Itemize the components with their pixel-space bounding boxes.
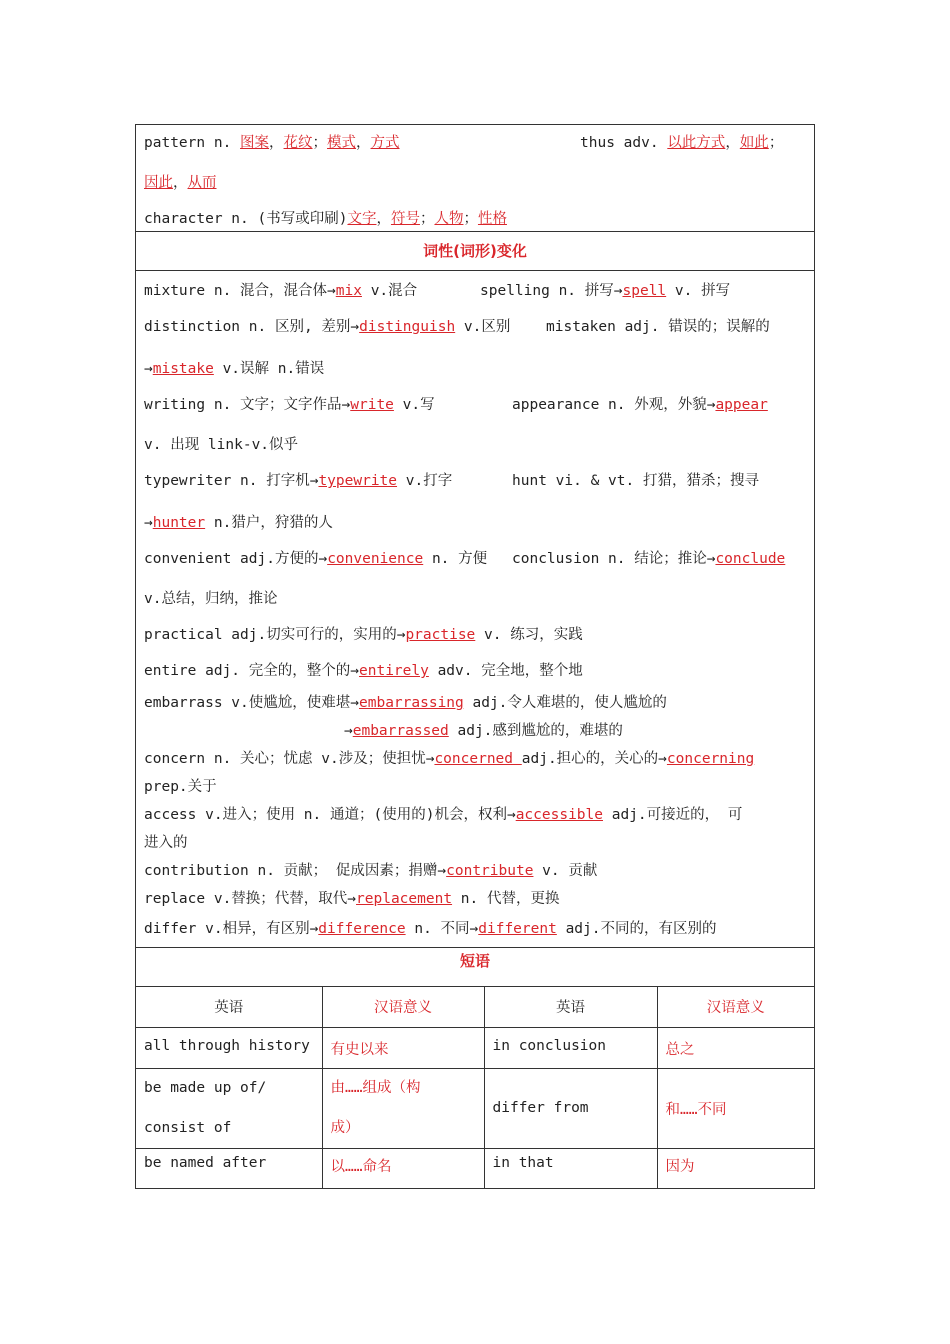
table-row <box>136 1068 814 1148</box>
phrases-table <box>136 987 814 1188</box>
phrase-en: differ from <box>484 1068 657 1148</box>
morph-embarrassed: →embarrassed adj.感到尴尬的，难堪的 <box>344 723 623 739</box>
vocab-pattern: pattern n. 图案，花纹；模式，方式 <box>144 135 400 151</box>
morph-spelling: spelling n. 拼写→spell v. 拼写 <box>480 283 731 299</box>
morph-hunt: hunt vi. & vt. 打猎，猎杀；搜寻 <box>512 473 759 489</box>
morph-typewriter: typewriter n. 打字机→typewrite v.打字 <box>144 473 453 489</box>
col-header-english-2: 英语 <box>484 987 657 1027</box>
morph-hunter: →hunter n.猎户，狩猎的人 <box>144 515 333 531</box>
morph-concern: concern n. 关心；忧虑 v.涉及；使担忧→concerned adj.担心的，关心的→concerning <box>144 751 755 767</box>
phrase-en: be made up of/ consist of <box>136 1068 322 1148</box>
morph-conclusion: conclusion n. 结论；推论→conclude <box>512 551 786 567</box>
morph-concern-cont: prep.关于 <box>144 779 217 795</box>
phrase-en: in conclusion <box>484 1027 657 1068</box>
col-header-english-1: 英语 <box>136 987 322 1027</box>
morph-mistake: →mistake v.误解 n.错误 <box>144 361 325 377</box>
table-row <box>136 1148 814 1188</box>
morph-conclude: v.总结，归纳，推论 <box>144 591 278 607</box>
morph-access: access v.进入；使用 n. 通道；(使用的)机会，权利→accessible adj.可接近的， 可 <box>144 807 743 823</box>
phrase-cn: 以……命名 <box>322 1148 484 1188</box>
phrase-cn: 有史以来 <box>322 1027 484 1068</box>
phrase-en: all through history <box>136 1027 322 1068</box>
table-row <box>136 1027 814 1068</box>
phrase-en: in that <box>484 1148 657 1188</box>
phrase-cn: 总之 <box>657 1027 814 1068</box>
morph-contribution: contribution n. 贡献； 促成因素；捐赠→contribute v. 贡献 <box>144 863 598 879</box>
vocab-section <box>136 125 814 232</box>
morph-appear: v. 出现 link-v.似乎 <box>144 437 299 453</box>
morph-section <box>136 271 814 948</box>
phrases-header-row <box>136 987 814 1027</box>
morph-practical: practical adj.切实可行的，实用的→practise v. 练习，实践 <box>144 627 583 643</box>
phrase-cn: 由……组成（构 成） <box>322 1068 484 1148</box>
phrases-section-title: 短语 <box>136 948 814 987</box>
morph-embarrass: embarrass v.使尴尬，使难堪→embarrassing adj.令人难堪的，使人尴尬的 <box>144 695 667 711</box>
vocab-thus: thus adv. 以此方式，如此； <box>580 135 784 151</box>
morph-entire: entire adj. 完全的，整个的→entirely adv. 完全地，整个地 <box>144 663 583 679</box>
morph-access-cont: 进入的 <box>144 835 188 851</box>
morph-distinction: distinction n. 区别, 差别→distinguish v.区别 <box>144 319 511 335</box>
morph-mistaken: mistaken adj. 错误的；误解的 <box>546 319 770 335</box>
morph-mixture: mixture n. 混合，混合体→mix v.混合 <box>144 283 418 299</box>
vocab-table <box>135 124 815 1189</box>
morph-replace: replace v.替换；代替，取代→replacement n. 代替，更换 <box>144 891 560 907</box>
col-header-chinese-1: 汉语意义 <box>322 987 484 1027</box>
phrase-en: be named after <box>136 1148 322 1188</box>
vocab-thus-cont: 因此，从而 <box>144 175 217 191</box>
vocab-character: character n. (书写或印刷)文字，符号；人物；性格 <box>144 211 507 227</box>
morph-differ: differ v.相异，有区别→difference n. 不同→different adj.不同的，有区别的 <box>144 921 717 937</box>
col-header-chinese-2: 汉语意义 <box>657 987 814 1027</box>
morph-appearance: appearance n. 外观，外貌→appear <box>512 397 768 413</box>
morph-convenient: convenient adj.方便的→convenience n. 方便 <box>144 551 488 567</box>
morph-writing: writing n. 文字；文字作品→write v.写 <box>144 397 435 413</box>
phrase-cn: 因为 <box>665 1158 695 1175</box>
morph-section-title: 词性(词形)变化 <box>136 232 814 271</box>
phrase-cn: 和……不同 <box>657 1068 814 1148</box>
